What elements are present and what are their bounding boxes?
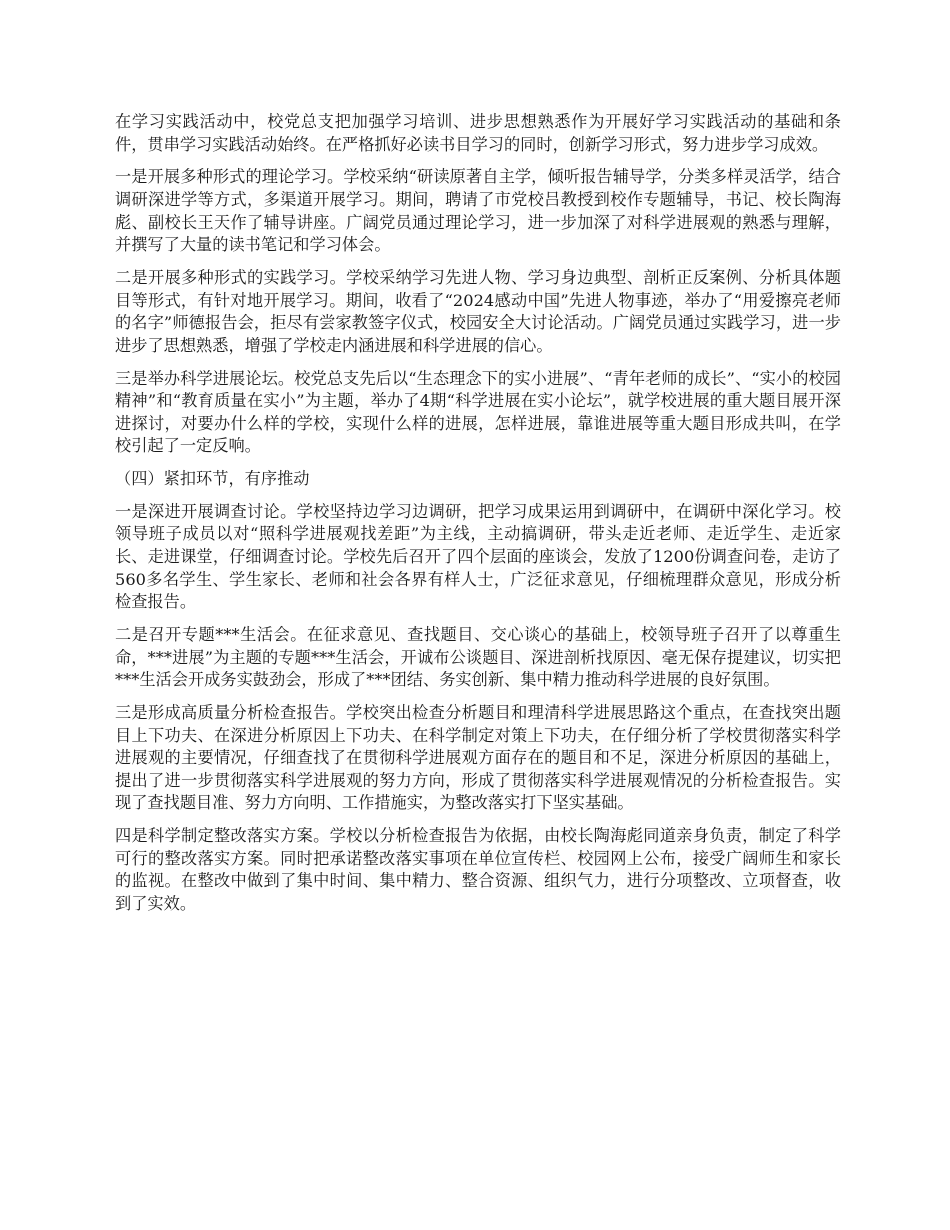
paragraph-analysis-report: 三是形成高质量分析检查报告。学校突出检查分析题目和理清科学进展思路这个重点，在查找突出题目上下功夫、在深进分析原因上下功夫、在科学制定对策上下功夫，在仔细分析了学校贯彻落实科学进展观的主要情况，仔细查找了在贯彻科学进展观方面存在的题目和不足，深进分析原因的基础上，提出了进一步贯彻落实科学进展观的努力方向，形成了贯彻落实科学进展观情况的分析检查报告。实现了查找题目准、努力方向明、工作措施实，为整改落实打下坚实基础。 xyxy=(115,702,841,813)
paragraph-special-meeting: 二是召开专题***生活会。在征求意见、查找题目、交心谈心的基础上，校领导班子召开了以尊重生命，***进展”为主题的专题***生活会，开诚布公谈题目、深进剖析找原因、毫无保存提建议，切实把***生活会开成务实鼓劲会，形成了***团结、务实创新、集中精力推动科学进展的良好氛围。 xyxy=(115,625,841,690)
paragraph-theory-study: 一是开展多种形式的理论学习。学校采纳“研读原著自主学，倾听报告辅导学，分类多样灵活学，结合调研深进学等方式，多渠道开展学习。期间，聘请了市党校吕教授到校作专题辅导，书记、校长陶海彪、副校长王天作了辅导讲座。广阔党员通过理论学习，进一步加深了对科学进展观的熟悉与理解，并撰写了大量的读书笔记和学习体会。 xyxy=(115,167,841,255)
paragraph-intro: 在学习实践活动中，校党总支把加强学习培训、进步思想熟悉作为开展好学习实践活动的基础和条件，贯串学习实践活动始终。在严格抓好必读书目学习的同时，创新学习形式，努力进步学习成效。 xyxy=(115,112,841,154)
paragraph-practice-study: 二是开展多种形式的实践学习。学校采纳学习先进人物、学习身边典型、剖析正反案例、分析具体题目等形式，有针对地开展学习。期间，收看了“2024感动中国”先进人物事迹，举办了“用爱擦亮老师的名字”师德报告会，拒尽有尝家教签字仪式，校园安全大讨论活动。广阔党员通过实践学习，进一步进步了思想熟悉，增强了学校走内涵进展和科学进展的信心。 xyxy=(115,267,841,355)
section-heading: （四）紧扣环节，有序推动 xyxy=(115,469,310,489)
paragraph-investigation: 一是深进开展调查讨论。学校坚持边学习边调研，把学习成果运用到调研中，在调研中深化学习。校领导班子成员以对“照科学进展观找差距”为主线，主动搞调研，带头走近老师、走近学生、走近家长、走进课堂，仔细调查讨论。学校先后召开了四个层面的座谈会，发放了1200份调查问卷，走访了560多名学生、学生家长、老师和社会各界有样人士，广泛征求意见，仔细梳理群众意见，形成分析检查报告。 xyxy=(115,501,841,612)
document-body xyxy=(115,111,841,926)
paragraph-rectification-plan: 四是科学制定整改落实方案。学校以分析检查报告为依据，由校长陶海彪同道亲身负责，制定了科学可行的整改落实方案。同时把承诺整改落实事项在单位宣传栏、校园网上公布，接受广阔师生和家长的监视。在整改中做到了集中时间、集中精力、整合资源、组织气力，进行分项整改、立项督查，收到了实效。 xyxy=(115,826,841,913)
paragraph-development-forum: 三是举办科学进展论坛。校党总支先后以“生态理念下的实小进展”、“青年老师的成长”、“实小的校园精神”和“教育质量在实小”为主题，举办了4期“科学进展在实小论坛”，就学校进展的重大题目展开深进探讨，对要办什么样的学校，实现什么样的进展，怎样进展，靠谁进展等重大题目形成共叫，在学校引起了一定反响。 xyxy=(115,368,841,456)
